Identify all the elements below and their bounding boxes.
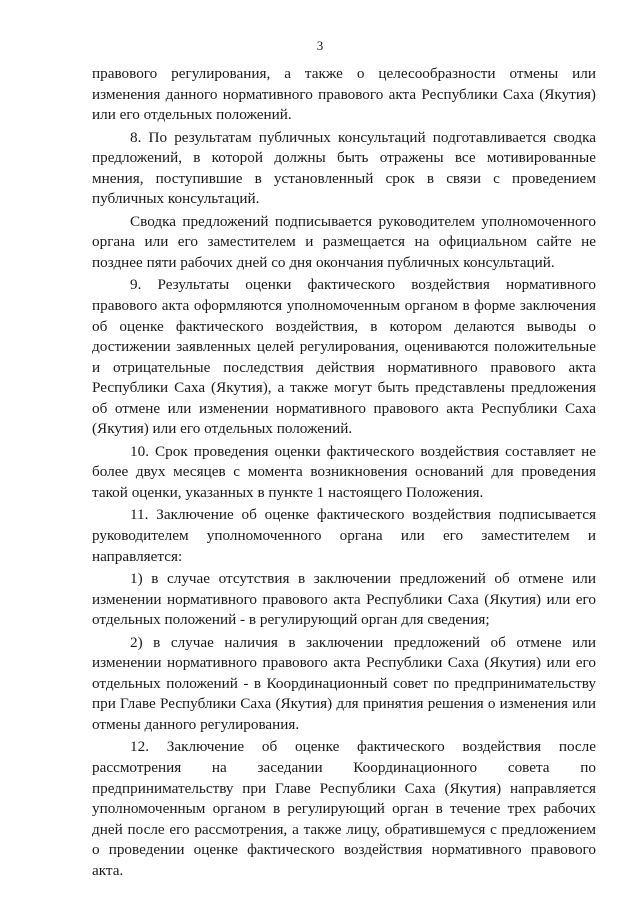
paragraph-subitem-2: 2) в случае наличия в заключении предложений об отмене или изменении нормативного правового акта Республики Саха (Якутия) или его отдельных положений - в Координационный совет по предпринимательству при Главе Республики Саха (Якутия) для принятия решения о изменения или отмены данного регулирования. [92,633,596,733]
paragraph-item-9: 9. Результаты оценки фактического воздействия нормативного правового акта оформляются уполномоченным органом в форме заключения об оценке фактического воздействия, в котором делаются выводы о достижении заявленных целей регулирования, оцениваются положительные и отрицательные последствия действия нормативного правового акта Республики Саха (Якутия), а также могут быть представлены предложения об отмене или изменении нормативного правового акта Республики Саха (Якутия) или его отдельных положений. [92,276,596,438]
paragraph-subitem-1: 1) в случае отсутствия в заключении предложений об отмене или изменении нормативного правового акта Республики Саха (Якутия) или его отдельных положений - в регулирующий орган для сведения; [92,570,596,629]
paragraph-item-10: 10. Срок проведения оценки фактического воздействия составляет не более двух месяцев с момента возникновения оснований для проведения такой оценки, указанных в пункте 1 настоящего Положения. [92,442,596,502]
paragraph-summary-signing: Сводка предложений подписывается руководителем уполномоченного органа или его заместителем и размещается на официальном сайте не позднее пяти рабочих дней со дня окончания публичных консультаций. [92,212,596,271]
paragraph-item-8: 8. По результатам публичных консультаций подготавливается сводка предложений, в которой должны быть отражены все мотивированные мнения, поступившие в установленный срок в связи с проведением публичных консультаций. [92,128,596,208]
document-body [92,64,596,882]
paragraph-item-12: 12. Заключение об оценке фактического воздействия после рассмотрения на заседании Координационного совета по предпринимательству при Главе Республики Саха (Якутия) направляется уполномоченным органом в регулирующий орган в течение трех рабочих дней после его рассмотрения, а также лицу, обратившемуся с предложением о проведении оценке фактического воздействия нормативного правового акта. [92,738,596,879]
paragraph-continuation: правового регулирования, а также о целесообразности отмены или изменения данного нормативного правового акта Республики Саха (Якутия) или его отдельных положений. [92,65,596,124]
page-number: 3 [316,38,324,53]
paragraph-item-11: 11. Заключение об оценке фактического воздействия подписывается руководителем уполномоченного органа или его заместителем и направляется: [92,506,596,565]
